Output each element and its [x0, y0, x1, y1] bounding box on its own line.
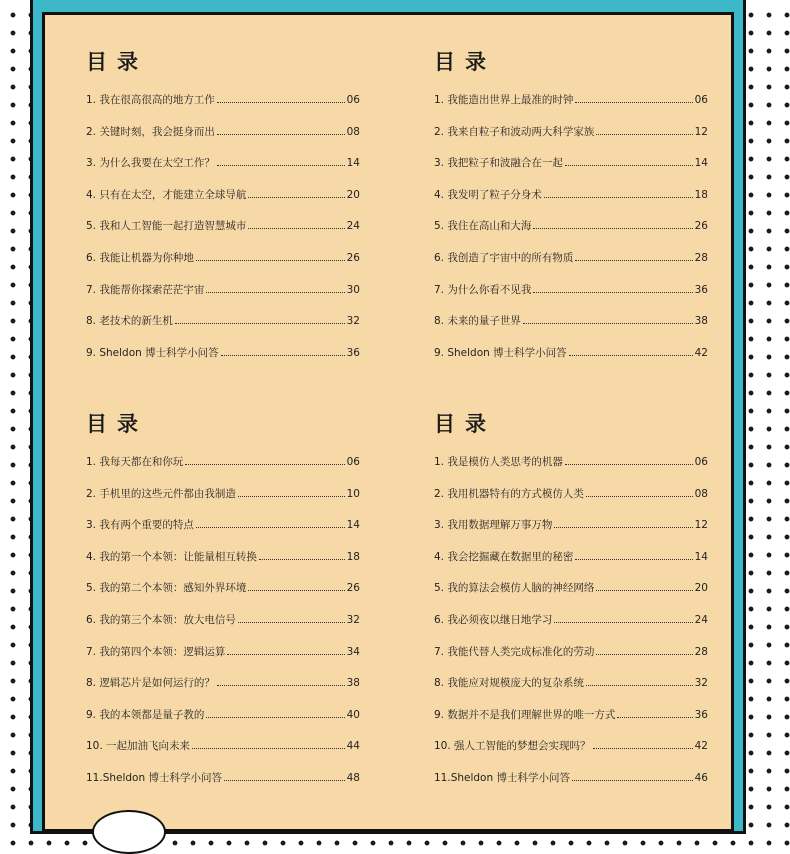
- toc-list: [86, 454, 360, 802]
- toc-entry-title: 1. 我是模仿人类思考的机器: [434, 456, 563, 468]
- dot-leader: [175, 315, 345, 324]
- toc-entry-title: 3. 为什么我要在太空工作？: [86, 157, 215, 170]
- toc-entry: [86, 549, 360, 581]
- toc-entry: [86, 282, 360, 314]
- toc-entry-title: 11.Sheldon 博士科学小问答: [434, 771, 570, 784]
- toc-entry: [86, 218, 360, 250]
- toc-entry-page: 42: [694, 740, 708, 753]
- toc-list: [434, 454, 708, 802]
- toc-entry-title: 4. 我会挖掘藏在数据里的秘密: [434, 550, 574, 563]
- dot-leader: [586, 677, 693, 686]
- toc-entry-title: 6. 我的第三个本领：放大电信号: [86, 613, 236, 626]
- dot-leader: [238, 488, 345, 497]
- toc-entry: [434, 250, 708, 282]
- toc-entry-page: 28: [694, 645, 708, 658]
- toc-entry-title: 7. 我能帮你探索茫茫宇宙: [86, 283, 205, 296]
- toc-entry: [434, 92, 708, 124]
- toc-entry: [86, 770, 360, 802]
- toc-entry-title: 2. 我来自粒子和波动两大科学家族: [434, 125, 595, 138]
- toc-entry-page: 24: [694, 613, 708, 626]
- toc-entry-title: 9. Sheldon 博士科学小问答: [86, 346, 219, 359]
- toc-entry-page: 40: [346, 708, 360, 721]
- toc-entry-page: 32: [694, 677, 708, 690]
- dot-leader: [596, 646, 692, 655]
- dot-leader: [569, 347, 693, 356]
- toc-entry-page: 38: [346, 677, 360, 690]
- dot-leader: [593, 740, 693, 749]
- toc-entry-page: 44: [346, 740, 360, 753]
- toc-entry: [434, 707, 708, 739]
- toc-list: [434, 92, 708, 376]
- toc-entry-title: 1. 我在很高很高的地方工作: [86, 94, 215, 106]
- toc-entry: [86, 675, 360, 707]
- toc-entry-page: 08: [694, 487, 708, 500]
- dot-leader: [533, 284, 692, 293]
- toc-entry-title: 9. 数据并不是我们理解世界的唯一方式: [434, 708, 616, 721]
- toc-entry-page: 18: [346, 550, 360, 563]
- toc-entry-page: 36: [694, 708, 708, 721]
- toc-entry: [86, 187, 360, 219]
- toc-entry: [86, 92, 360, 124]
- toc-entry-title: 7. 为什么你看不见我: [434, 283, 532, 296]
- toc-entry: [434, 675, 708, 707]
- toc-entry-title: 2. 关键时刻，我会挺身而出: [86, 125, 215, 138]
- toc-entry-title: 5. 我的第二个本领：感知外界环境: [86, 582, 247, 595]
- toc-entry-page: 08: [346, 125, 360, 138]
- toc-entry-title: 4. 只有在太空，才能建立全球导航: [86, 188, 247, 201]
- toc-entry-title: 6. 我创造了宇宙中的所有物质: [434, 251, 574, 264]
- toc-entry-page: 34: [346, 645, 360, 658]
- dot-leader: [596, 126, 692, 135]
- toc-entry: [86, 345, 360, 377]
- toc-entry-title: 5. 我的算法会模仿人脑的神经网络: [434, 582, 595, 595]
- toc-entry-page: 06: [346, 456, 360, 468]
- toc-entry-title: 8. 老技术的新生机: [86, 315, 173, 328]
- toc-entry: [86, 738, 360, 770]
- dot-leader: [554, 614, 692, 623]
- toc-entry-title: 8. 逻辑芯片是如何运行的？: [86, 677, 215, 690]
- toc-list: [86, 92, 360, 376]
- toc-entry-title: 4. 我的第一个本领：让能量相互转换: [86, 550, 257, 563]
- toc-entry-page: 42: [694, 346, 708, 359]
- toc-entry-page: 26: [694, 220, 708, 233]
- toc-heading: 目录: [86, 412, 148, 436]
- toc-entry-title: 6. 我能让机器为你种地: [86, 251, 194, 264]
- toc-heading: 目录: [86, 50, 148, 74]
- toc-entry-page: 32: [346, 315, 360, 328]
- speech-bubble-edge: [92, 810, 166, 854]
- toc-entry: [434, 124, 708, 156]
- dot-leader: [248, 220, 344, 229]
- toc-entry-page: 36: [694, 283, 708, 296]
- dot-leader: [565, 157, 693, 166]
- dot-leader: [217, 126, 345, 135]
- dot-leader: [217, 677, 345, 686]
- toc-entry: [86, 313, 360, 345]
- toc-entry-title: 5. 我和人工智能一起打造智慧城市: [86, 220, 247, 233]
- toc-entry-page: 12: [694, 125, 708, 138]
- dot-leader: [596, 582, 692, 591]
- dot-leader: [554, 519, 692, 528]
- toc-entry-page: 26: [346, 251, 360, 264]
- dot-leader: [586, 488, 693, 497]
- toc-entry-page: 38: [694, 315, 708, 328]
- toc-entry: [86, 486, 360, 518]
- toc-entry-page: 46: [694, 771, 708, 784]
- toc-entry: [86, 155, 360, 187]
- toc-entry-page: 36: [346, 346, 360, 359]
- toc-entry: [434, 517, 708, 549]
- dot-leader: [196, 519, 345, 528]
- toc-entry-title: 8. 未来的量子世界: [434, 315, 521, 328]
- toc-entry-page: 20: [694, 582, 708, 595]
- toc-entry-page: 30: [346, 283, 360, 296]
- toc-entry-title: 1. 我能造出世界上最准的时钟: [434, 94, 574, 106]
- toc-entry-page: 18: [694, 188, 708, 201]
- toc-entry: [434, 282, 708, 314]
- toc-entry-title: 7. 我的第四个本领：逻辑运算: [86, 645, 226, 658]
- toc-heading: 目录: [434, 412, 496, 436]
- dot-leader: [248, 189, 344, 198]
- toc-entry-page: 06: [694, 94, 708, 106]
- toc-entry-page: 14: [346, 519, 360, 532]
- toc-entry: [434, 549, 708, 581]
- dot-leader: [217, 157, 345, 166]
- toc-heading: 目录: [434, 50, 496, 74]
- toc-entry: [86, 124, 360, 156]
- toc-entry-page: 06: [346, 94, 360, 106]
- toc-entry: [86, 580, 360, 612]
- toc-entry-page: 06: [694, 456, 708, 468]
- toc-entry-page: 26: [346, 582, 360, 595]
- toc-entry-page: 20: [346, 188, 360, 201]
- toc-entry: [434, 187, 708, 219]
- toc-entry: [86, 707, 360, 739]
- toc-entry-page: 48: [346, 771, 360, 784]
- toc-entry: [434, 155, 708, 187]
- toc-entry-title: 3. 我有两个重要的特点: [86, 519, 194, 532]
- toc-entry: [434, 486, 708, 518]
- dot-leader: [572, 772, 693, 781]
- toc-entry-title: 10. 一起加油飞向未来: [86, 740, 191, 753]
- toc-entry: [434, 738, 708, 770]
- toc-entry: [434, 612, 708, 644]
- toc-entry-title: 5. 我住在高山和大海: [434, 220, 532, 233]
- toc-entry: [86, 454, 360, 486]
- dot-leader: [575, 252, 692, 261]
- toc-entry: [434, 644, 708, 676]
- toc-entry-title: 3. 我把粒子和波融合在一起: [434, 157, 563, 170]
- toc-entry-title: 9. 我的本领都是量子教的: [86, 708, 205, 721]
- dot-leader: [575, 94, 692, 103]
- toc-entry: [434, 218, 708, 250]
- dot-leader: [192, 740, 345, 749]
- dot-leader: [544, 189, 693, 198]
- dot-leader: [206, 284, 344, 293]
- dot-leader: [185, 456, 344, 465]
- dot-leader: [259, 551, 345, 560]
- toc-entry-title: 11.Sheldon 博士科学小问答: [86, 771, 222, 784]
- toc-entry: [434, 454, 708, 486]
- toc-entry: [86, 250, 360, 282]
- toc-entry-page: 24: [346, 220, 360, 233]
- toc-entry-title: 7. 我能代替人类完成标准化的劳动: [434, 645, 595, 658]
- dot-leader: [565, 456, 693, 465]
- toc-entry-title: 4. 我发明了粒子分身术: [434, 188, 542, 201]
- dot-leader: [224, 772, 345, 781]
- toc-entry: [434, 770, 708, 802]
- dot-leader: [238, 614, 345, 623]
- dot-leader: [248, 582, 344, 591]
- dot-leader: [533, 220, 692, 229]
- toc-entry-title: 1. 我每天都在和你玩: [86, 456, 184, 468]
- dot-leader: [221, 347, 345, 356]
- toc-entry-page: 28: [694, 251, 708, 264]
- toc-entry: [434, 580, 708, 612]
- toc-entry-page: 14: [694, 157, 708, 170]
- toc-entry-title: 2. 我用机器特有的方式模仿人类: [434, 487, 584, 500]
- toc-entry-title: 2. 手机里的这些元件都由我制造: [86, 487, 236, 500]
- toc-entry: [434, 345, 708, 377]
- toc-entry-page: 14: [346, 157, 360, 170]
- dot-leader: [227, 646, 344, 655]
- toc-entry-page: 12: [694, 519, 708, 532]
- toc-entry-title: 8. 我能应对规模庞大的复杂系统: [434, 677, 584, 690]
- dot-leader: [206, 709, 344, 718]
- toc-entry: [86, 644, 360, 676]
- toc-entry: [86, 612, 360, 644]
- dot-leader: [617, 709, 692, 718]
- dot-leader: [217, 94, 345, 103]
- toc-entry-title: 3. 我用数据理解万事万物: [434, 519, 553, 532]
- toc-entry-page: 14: [694, 550, 708, 563]
- dot-leader: [196, 252, 345, 261]
- toc-entry-title: 9. Sheldon 博士科学小问答: [434, 346, 567, 359]
- toc-entry-title: 10. 强人工智能的梦想会实现吗？: [434, 740, 591, 753]
- toc-entry-page: 32: [346, 613, 360, 626]
- toc-entry: [86, 517, 360, 549]
- dot-leader: [575, 551, 692, 560]
- dot-leader: [523, 315, 693, 324]
- toc-entry: [434, 313, 708, 345]
- toc-entry-title: 6. 我必须夜以继日地学习: [434, 613, 553, 626]
- toc-entry-page: 10: [346, 487, 360, 500]
